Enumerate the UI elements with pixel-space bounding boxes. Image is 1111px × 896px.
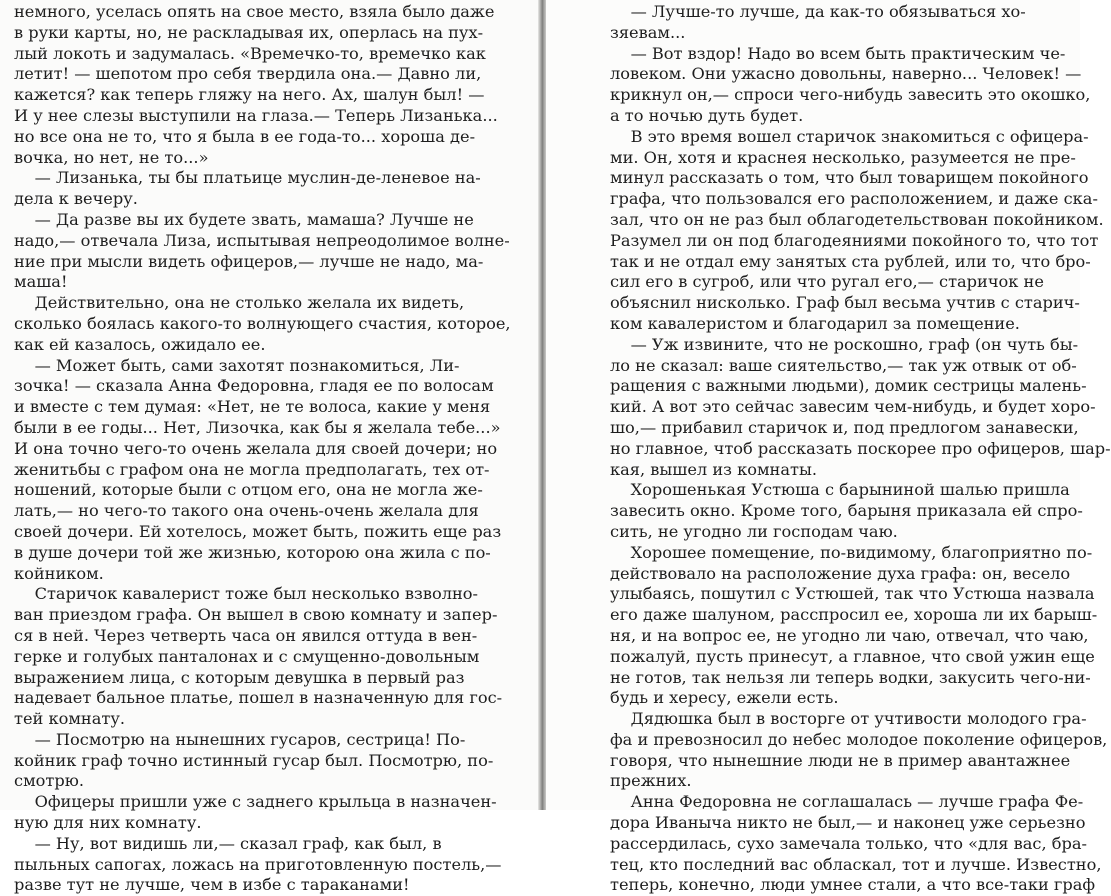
text-line: — Посмотрю на нынешних гусаров, сестрица! По- — [14, 729, 466, 749]
text-line: так и не отдал ему занятых ста рублей, или то, что бро- — [610, 251, 1091, 271]
text-line: в руки карты, но, не раскладывая их, оперлась на пух- — [14, 22, 484, 42]
text-line: ком кавалеристом и благодарил за помещение. — [610, 313, 1020, 333]
text-line: ван приездом графа. Он вышел в свою комнату и запер- — [14, 605, 498, 625]
text-line: ношений, которые были с отцом его, она не могла же- — [14, 480, 483, 500]
text-line: ловеком. Они ужасно довольны, наверно... Человек! — — [610, 64, 1082, 84]
text-line: фа и превозносил до небес молодое поколение офицеров, — [610, 729, 1108, 749]
text-line: надо,— отвечала Лиза, испытывая непреодолимое волне- — [14, 230, 510, 250]
text-line: — Вот вздор! Надо во всем быть практическим че- — [610, 43, 1066, 63]
text-line: но все она не то, что я была в ее года-то... хороша де- — [14, 126, 476, 146]
text-line: крикнул он,— спроси чего-нибудь завесить это окошко, — [610, 85, 1091, 105]
text-line: выражением лица, с которым девушка в первый раз — [14, 667, 465, 687]
right-page-text — [610, 2, 1111, 896]
text-line: рассердилась, сухо замечала только, что «для вас, бра- — [610, 833, 1088, 853]
text-line: объяснил нисколько. Граф был весьма учтив с старич- — [610, 293, 1080, 313]
text-line: ня, и на вопрос ее, не угодно ли чаю, отвечал, что чаю, — [610, 625, 1089, 645]
right-page — [546, 0, 1111, 895]
text-line: и вместе с тем думая: «Нет, не те волоса, какие у меня — [14, 397, 491, 417]
text-line: зочка! — сказала Анна Федоровна, гладя ее по волосам — [14, 376, 494, 396]
text-line: теперь, конечно, люди умнее стали, а что все-таки граф — [610, 875, 1096, 895]
text-line: ную для них комнату. — [14, 813, 202, 833]
text-line: смотрю. — [14, 771, 84, 791]
text-line: кий. А вот это сейчас завесим чем-нибудь, и будет хоро- — [610, 397, 1096, 417]
text-line: — Лизанька, ты бы платьице муслин-де-леневое на- — [14, 168, 481, 188]
text-line: Анна Федоровна не соглашалась — лучше графа Фе- — [610, 792, 1084, 812]
text-line: Старичок кавалерист тоже был несколько взволно- — [14, 584, 479, 604]
text-line: — Да разве вы их будете звать, мамаша? Лучше не — [14, 209, 474, 229]
text-line: — Уж извините, что не роскошно, граф (он чуть бы- — [610, 334, 1079, 354]
text-line: прежних. — [610, 771, 692, 791]
text-line: Дядюшка был в восторге от учтивости молодого гра- — [610, 709, 1087, 729]
text-line: кая, вышел из комнаты. — [610, 459, 817, 479]
text-line: пыльных сапогах, ложась на приготовленную постель,— — [14, 854, 502, 874]
text-line: сить, не угодно ли господам чаю. — [610, 521, 898, 541]
text-line: Действительно, она не столько желала их видеть, — [14, 293, 465, 313]
text-line: И у нее слезы выступили на глаза.— Теперь Лизанька... — [14, 105, 498, 125]
text-line: ло не сказал: ваше сиятельство,— так уж отвык от об- — [610, 355, 1077, 375]
text-line: кажется? как теперь гляжу на него. Ах, шалун был! — — [14, 85, 485, 105]
text-line: дела к вечеру. — [14, 189, 138, 209]
text-line: женитьбы с графом она не могла предполагать, тех от- — [14, 459, 490, 479]
text-line: ся в ней. Через четверть часа он явился оттуда в вен- — [14, 625, 478, 645]
text-line: графа, что пользовался его расположением, и даже ска- — [610, 189, 1098, 209]
text-line: летит! — шепотом про себя твердила она.— Давно ли, — [14, 64, 482, 84]
left-page — [0, 0, 540, 895]
text-line: койник граф точно истинный гусар был. Посмотрю, по- — [14, 750, 494, 770]
text-line: — Может быть, сами захотят познакомиться, Ли- — [14, 355, 460, 375]
text-line: Офицеры пришли уже с заднего крыльца в назначен- — [14, 792, 497, 812]
text-line: как ей казалось, ожидало ее. — [14, 334, 266, 354]
text-line: будь и хересу, ежели есть. — [610, 688, 839, 708]
text-line: в душе дочери той же жизнью, которою она жила с по- — [14, 542, 491, 562]
text-line: тей комнату. — [14, 709, 125, 729]
text-line: зяевам... — [610, 22, 686, 42]
text-line: сил его в сугроб, или что ругал его,— старичок не — [610, 272, 1044, 292]
text-line: сколько боялась какого-то волнующего счастия, которое, — [14, 313, 511, 333]
text-line: были в ее годы... Нет, Лизочка, как бы я желала тебе...» — [14, 417, 501, 437]
left-page-text — [14, 2, 511, 896]
text-line: В это время вошел старичок знакомиться с офицера- — [610, 126, 1089, 146]
text-line: своей дочери. Ей хотелось, может быть, пожить еще раз — [14, 521, 502, 541]
text-line: герке и голубых панталонах и с смущенно-довольным — [14, 646, 480, 666]
text-line: маша! — [14, 272, 68, 292]
text-line: лый локоть и задумалась. «Времечко-то, времечко как — [14, 43, 486, 63]
text-line: лать,— но чего-то такого она очень-очень желала для — [14, 501, 479, 521]
text-line: Разумел ли он под благодеяниями покойного то, что тот — [610, 230, 1099, 250]
text-line: минул рассказать о том, что был товарищем покойного — [610, 168, 1089, 188]
text-line: немного, уселась опять на свое место, взяла было даже — [14, 2, 495, 21]
text-line: дора Иваныча никто не был,— и наконец уже серьезно — [610, 813, 1086, 833]
text-line: надевает бальное платье, пошел в назначенную для гос- — [14, 688, 503, 708]
text-line: ращения с важными людьми), домик сестрицы малень- — [610, 376, 1087, 396]
text-line: Хорошенькая Устюша с барыниной шалью пришла — [610, 480, 1070, 500]
text-line: Хорошее помещение, по-видимому, благоприятно по- — [610, 542, 1093, 562]
text-line: разве тут не лучше, чем в избе с тараканами! — [14, 875, 410, 895]
text-line: зал, что он не раз был облагодетельствован покойником. — [610, 209, 1104, 229]
text-line: пожалуй, пусть принесут, а главное, что свой ужин еще — [610, 646, 1095, 666]
text-line: И она точно чего-то очень желала для своей дочери; но — [14, 438, 498, 458]
text-line: — Ну, вот видишь ли,— сказал граф, как был, в — [14, 833, 442, 853]
text-line: вочка, но нет, не то...» — [14, 147, 209, 167]
text-line: ми. Он, хотя и краснея несколько, разумеется не пре- — [610, 147, 1076, 167]
text-line: а то ночью дуть будет. — [610, 105, 804, 125]
text-line: его даже шалуном, расспросил ее, хороша ли их барыш- — [610, 605, 1098, 625]
text-line: шо,— прибавил старичок и, под предлогом занавески, — [610, 417, 1079, 437]
text-line: но главное, чтоб рассказать поскорее про офицеров, шар- — [610, 438, 1111, 458]
text-line: — Лучше-то лучше, да как-то обязываться хо- — [610, 2, 1026, 21]
text-line: койником. — [14, 563, 104, 583]
text-line: тец, кто последний вас обласкал, тот и лучше. Известно, — [610, 854, 1102, 874]
text-line: говоря, что нынешние люди не в пример авантажнее — [610, 750, 1071, 770]
text-line: улыбаясь, пошутил с Устюшей, так что Устюша назвала — [610, 584, 1095, 604]
text-line: ние при мысли видеть офицеров,— лучше не надо, ма- — [14, 251, 484, 271]
text-line: не готов, так нельзя ли теперь водки, закусить чего-ни- — [610, 667, 1091, 687]
text-line: действовало на расположение духа графа: он, весело — [610, 563, 1071, 583]
text-line: завесить окно. Кроме того, барыня приказала ей спро- — [610, 501, 1083, 521]
